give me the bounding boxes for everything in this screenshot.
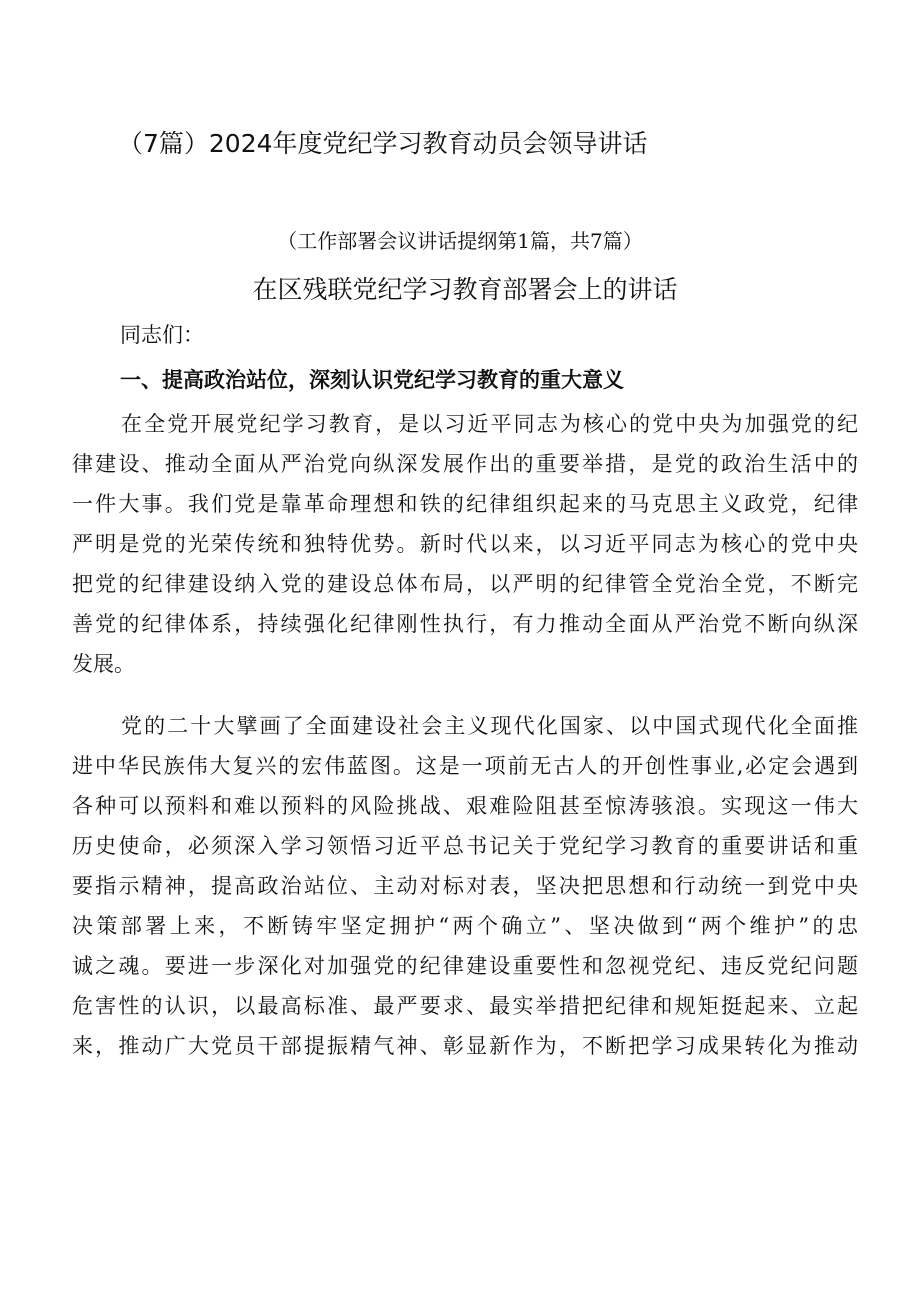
body-paragraph	[72, 404, 858, 684]
paragraph-line: 决策部署上来，不断铸牢坚定拥护“两个确立”、坚决做到“两个维护”的忠	[72, 914, 858, 938]
paragraph-line: 善党的纪律体系，持续强化纪律刚性执行，有力推动全面从严治党不断向纵深	[72, 612, 858, 636]
paragraph-line: 律建设、推动全面从严治党向纵深发展作出的重要举措，是党的政治生活中的	[72, 452, 858, 476]
paragraph-line: 严明是党的光荣传统和独特优势。新时代以来，以习近平同志为核心的党中央	[72, 532, 858, 556]
paragraph-line: 一件大事。我们党是靠革命理想和铁的纪律组织起来的马克思主义政党，纪律	[72, 492, 858, 516]
document-title: （7篇）2024年度党纪学习教育动员会领导讲话	[118, 129, 648, 158]
salutation: 同志们：	[120, 323, 204, 347]
paragraph-line: 在全党开展党纪学习教育，是以习近平同志为核心的党中央为加强党的纪	[121, 412, 858, 436]
paragraph-line: 诚之魂。要进一步深化对加强党的纪律建设重要性和忽视党纪、违反党纪问题	[72, 954, 858, 978]
speech-title: 在区残联党纪学习教育部署会上的讲话	[252, 275, 678, 304]
paragraph-line: 进中华民族伟大复兴的宏伟蓝图。这是一项前无古人的开创性事业,必定会遇到	[72, 754, 858, 778]
paragraph-line: 发展。	[72, 652, 135, 676]
section-heading: 一、提高政治站位，深刻认识党纪学习教育的重大意义	[120, 368, 624, 392]
paragraph-line: 把党的纪律建设纳入党的建设总体布局，以严明的纪律管全党治全党，不断完	[72, 572, 858, 596]
paragraph-line: 危害性的认识，以最高标准、最严要求、最实举措把纪律和规矩挺起来、立起	[72, 994, 858, 1018]
paragraph-line: 要指示精神，提高政治站位、主动对标对表，坚决把思想和行动统一到党中央	[72, 874, 858, 898]
paragraph-line: 党的二十大擘画了全面建设社会主义现代化国家、以中国式现代化全面推	[121, 714, 858, 738]
body-paragraph	[72, 706, 858, 1066]
subtitle-note: （工作部署会议讲话提纲第1篇，共7篇）	[277, 229, 643, 253]
paragraph-line: 各种可以预料和难以预料的风险挑战、艰难险阻甚至惊涛骇浪。实现这一伟大	[72, 794, 858, 818]
paragraph-line: 来，推动广大党员干部提振精气神、彰显新作为，不断把学习成果转化为推动	[72, 1034, 858, 1058]
paragraph-line: 历史使命，必须深入学习领悟习近平总书记关于党纪学习教育的重要讲话和重	[72, 834, 858, 858]
